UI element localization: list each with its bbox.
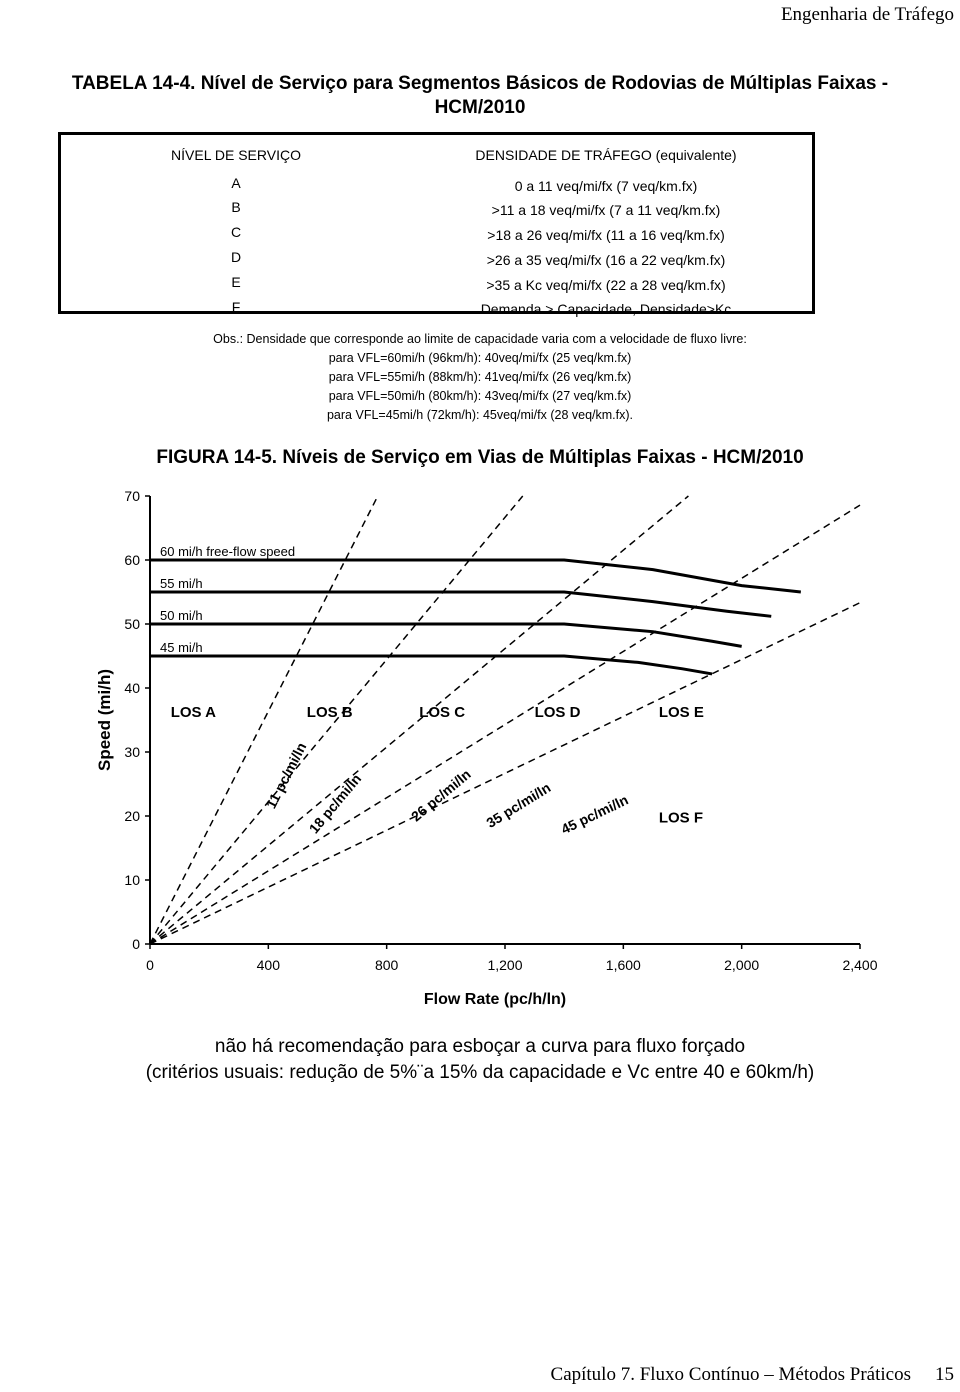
los-label: LOS D: [534, 703, 581, 721]
los-label: LOS A: [170, 703, 216, 721]
y-tick-label: 70: [124, 488, 140, 504]
row-density: >26 a 35 veq/mi/fx (16 a 22 veq/km.fx): [486, 252, 726, 268]
speed-flow-curves: [150, 544, 801, 674]
y-tick-label: 60: [124, 552, 140, 568]
x-tick-label: 2,400: [842, 957, 878, 973]
x-tick-label: 1,200: [487, 957, 523, 973]
density-line-label: 18 pc/mi/ln: [305, 770, 365, 837]
x-tick-label: 0: [146, 957, 154, 973]
row-level: C: [230, 224, 242, 240]
header-level: NÍVEL DE SERVIÇO: [171, 147, 301, 163]
los-label: LOS E: [658, 703, 704, 721]
table-title: [0, 72, 960, 120]
row-density: >11 a 18 veq/mi/fx (7 a 11 veq/km.fx): [491, 202, 721, 218]
x-tick-label: 800: [374, 957, 399, 973]
density-line: [150, 505, 860, 944]
note-line1: não há recomendação para esboçar a curva para fluxo forçado: [214, 1036, 746, 1057]
density-line-label: 45 pc/mi/ln: [558, 791, 631, 838]
los-label: LOS C: [419, 703, 466, 721]
row-density: >18 a 26 veq/mi/fx (11 a 16 veq/km.fx): [487, 227, 725, 243]
obs-label: Obs.: [213, 332, 240, 346]
y-tick-label: 40: [124, 680, 140, 696]
row-level: B: [231, 199, 241, 215]
speed-flow-curve: [150, 624, 742, 646]
chart-axes: [95, 488, 878, 1008]
obs-line: para VFL=50mi/h (80km/h): 43veq/mi/fx (27 veq/km.fx): [328, 389, 632, 403]
speed-flow-curve: [150, 560, 801, 592]
row-density: >35 a Kc veq/mi/fx (22 a 28 veq/km.fx): [486, 277, 726, 293]
obs-line: para VFL=45mi/h (72km/h): 45veq/mi/fx (28 veq/km.fx).: [326, 408, 634, 422]
y-axis-label: Speed (mi/h): [95, 668, 114, 772]
note-line2: (critérios usuais: redução de 5%¨a 15% da capacidade e Vc entre 40 e 60km/h): [145, 1062, 815, 1083]
los-label: LOS F: [658, 809, 704, 827]
obs-line: para VFL=60mi/h (96km/h): 40veq/mi/fx (25 veq/km.fx): [328, 351, 632, 365]
density-lines: [150, 496, 860, 944]
los-table: [58, 132, 815, 317]
curve-label: 50 mi/h: [160, 608, 203, 623]
speed-flow-curve: [150, 656, 712, 674]
curve-label: 45 mi/h: [160, 640, 203, 655]
density-line: [150, 603, 860, 944]
y-tick-label: 30: [124, 744, 140, 760]
page-number: 15: [935, 1364, 954, 1385]
header-density: DENSIDADE DE TRÁFEGO (equivalente): [475, 147, 737, 163]
page-footer: [551, 1364, 954, 1386]
row-density: Demanda > Capacidade, Densidade>Kc: [480, 301, 732, 317]
chapter-title: Capítulo 7. Fluxo Contínuo – Métodos Práticos: [550, 1364, 911, 1385]
density-line-label: 35 pc/mi/ln: [483, 779, 554, 831]
x-tick-label: 1,600: [605, 957, 641, 973]
row-density: 0 a 11 veq/mi/fx (7 veq/km.fx): [514, 178, 698, 194]
los-label: LOS B: [306, 703, 353, 721]
row-level: A: [231, 175, 241, 191]
y-tick-label: 10: [124, 872, 140, 888]
density-line-label: 11 pc/mi/ln: [262, 739, 310, 811]
density-line-label: 26 pc/mi/ln: [407, 765, 474, 825]
y-tick-label: 20: [124, 808, 140, 824]
x-tick-label: 400: [256, 957, 281, 973]
forced-flow-note: [0, 1034, 960, 1086]
y-tick-label: 50: [124, 616, 140, 632]
speed-flow-curve: [150, 592, 771, 616]
obs-line: para VFL=55mi/h (88km/h): 41veq/mi/fx (26 veq/km.fx): [328, 370, 632, 384]
row-level: E: [231, 274, 241, 290]
obs-intro: [0, 330, 960, 349]
y-tick-label: 0: [132, 936, 140, 952]
curve-label: 55 mi/h: [160, 576, 203, 591]
running-header: Engenharia de Tráfego: [780, 4, 954, 25]
table-title-line1: TABELA 14-4. Nível de Serviço para Segmentos Básicos de Rodovias de Múltiplas Faixas -: [71, 73, 889, 94]
table-title-line2: HCM/2010: [434, 97, 526, 118]
observation-note: [0, 330, 960, 425]
x-tick-label: 2,000: [724, 957, 760, 973]
los-speed-flow-chart: [82, 484, 882, 1020]
x-axis-label: Flow Rate (pc/h/ln): [423, 991, 567, 1008]
row-level: D: [230, 249, 242, 265]
obs-text: : Densidade que corresponde ao limite de capacidade varia com a velocidade de fluxo livre:: [239, 332, 747, 346]
curve-label: 60 mi/h free-flow speed: [160, 544, 296, 559]
row-level: F: [231, 299, 241, 315]
figure-title: FIGURA 14-5. Níveis de Serviço em Vias de Múltiplas Faixas - HCM/2010: [156, 447, 804, 468]
